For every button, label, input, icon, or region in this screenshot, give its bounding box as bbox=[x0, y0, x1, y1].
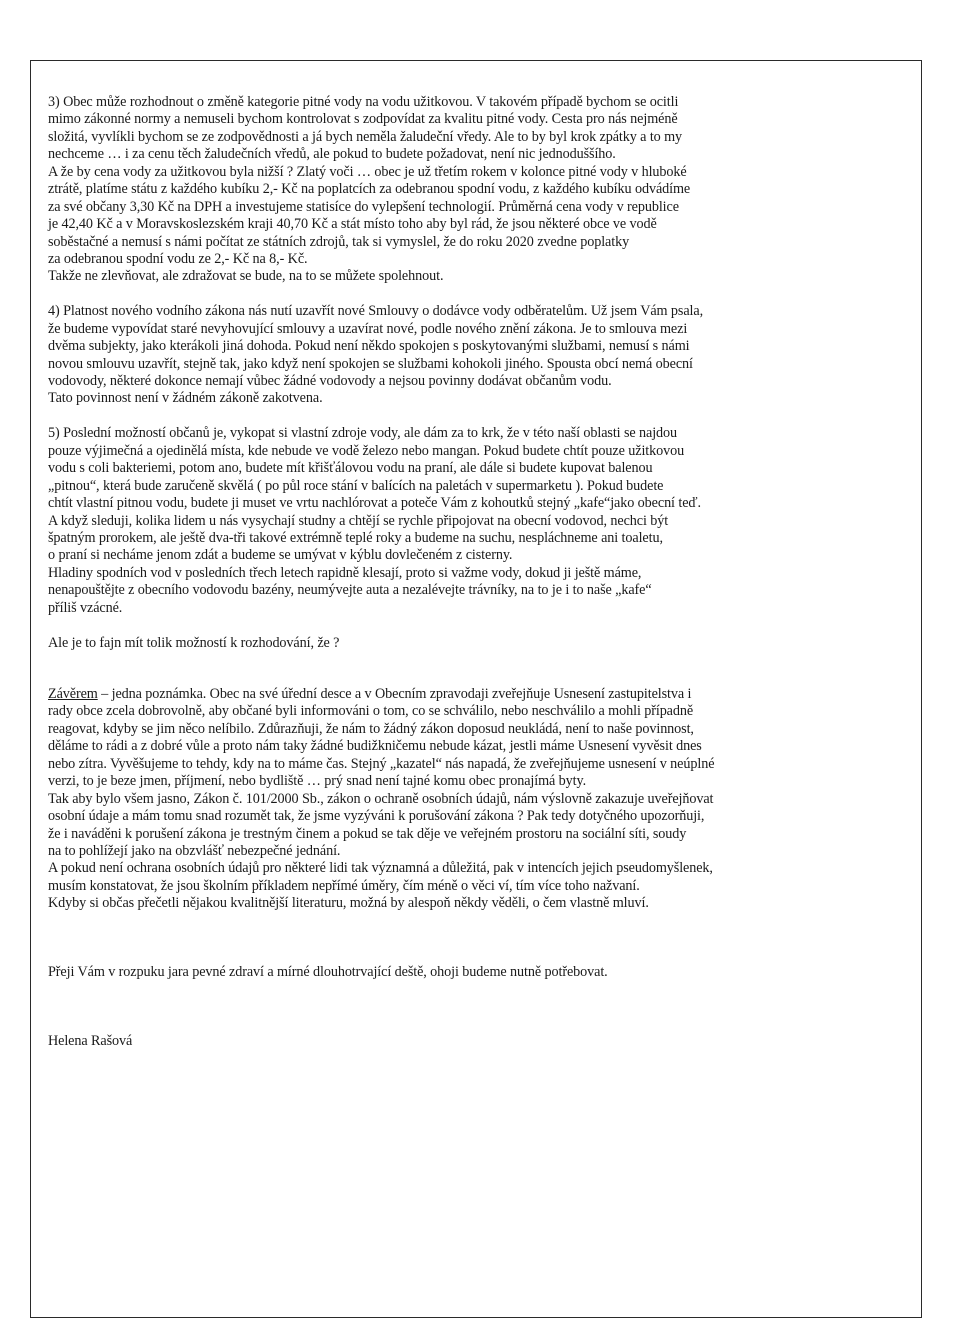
text-line: Hladiny spodních vod v posledních třech letech rapidně klesají, proto si važme vody, dokud ji ještě máme, bbox=[48, 564, 642, 581]
text-line: A když sleduji, kolika lidem u nás vysychají studny a chtějí se rychle připojovat na obecní vodovod, nechci být bbox=[48, 512, 669, 529]
text-line: vodu s coli bakteriemi, potom ano, budete mít křišťálovou vodu na praní, ale dále si budete kupovat balenou bbox=[48, 460, 653, 477]
conclusion-section bbox=[48, 686, 908, 913]
text-line: špatným prorokem, ale ještě dva-tři takové extrémně teplé roky a budeme na suchu, nespláchneme ani toaletu, bbox=[48, 529, 663, 546]
text-line: novou smlouvu uzavřít, stejně tak, jako když není spokojen se službami kohokoli jiného. Spousta obcí nemá obecní bbox=[48, 355, 693, 372]
closing-question: Ale je to fajn mít tolik možností k rozhodování, že ? bbox=[48, 634, 340, 651]
text-line: verzi, to je beze jmen, příjmení, nebo bydliště … prý snad není tajné komu obec pronajímá byty. bbox=[48, 773, 587, 790]
letter-body bbox=[48, 94, 908, 1050]
text-line: že budeme vypovídat staré nevyhovující smlouvy a uzavírat nové, podle nového znění zákona. Je to smlouva mezi bbox=[48, 320, 688, 337]
closing-wish: Přeji Vám v rozpuku jara pevné zdraví a mírné dlouhotrvající deště, ohoji budeme nutně potřebovat. bbox=[48, 964, 608, 981]
text-line: nechceme … i za cenu těch žaludečních vředů, ale pokud to budete požadovat, není nic jednoduššího. bbox=[48, 146, 616, 163]
text-line: reagovat, kdyby se jim něco nelíbilo. Zdůrazňuji, že nám to žádný zákon doposud neukládá, není to naše povinnost, bbox=[48, 720, 694, 737]
text-line: Takže ne zlevňovat, ale zdražovat se bude, na to se můžete spolehnout. bbox=[48, 268, 444, 285]
text-line: musím konstatovat, že jsou školním příkladem nepřímé úměry, čím méně o věci ví, tím více toho nažvaní. bbox=[48, 877, 640, 894]
text-line: příliš vzácné. bbox=[48, 599, 123, 616]
text-line: rady obce zcela dobrovolně, aby občané byli informováni o tom, co se schválilo, nebo neschválilo a mohli případně bbox=[48, 703, 694, 720]
text-line: je 42,40 Kč a v Moravskoslezském kraji 40,70 Kč a stát místo toho aby byl rád, že jsou některé obce ve vodě bbox=[48, 216, 657, 233]
text-line: chtít vlastní pitnou vodu, budete ji muset ve vrtu nachlórovat a poteče Vám z kohoutků stejný „kafe“jako obecní teď. bbox=[48, 495, 701, 512]
text-line: za odebranou spodní vodu ze 2,- Kč na 8,- Kč. bbox=[48, 250, 308, 267]
signature: Helena Rašová bbox=[48, 1033, 133, 1049]
text-line: Kdyby si občas přečetli nějakou kvalitnější literaturu, možná by alespoň někdy věděli, o čem vlastně mluví. bbox=[48, 895, 649, 912]
text-line: za své občany 3,30 Kč na DPH a investujeme statisíce do vylepšení technologií. Průměrná cena vody v republice bbox=[48, 198, 679, 215]
text-line: děláme to rádi a z dobré vůle a proto nám taky žádné budižkničemu nebude kázat, jestli máme Usnesení vyvěsit dnes bbox=[48, 738, 702, 755]
text-line: pouze výjimečná a ojedinělá místa, kde nebude ve vodě železo nebo mangan. Pokud budete chtít pouze užitkovou bbox=[48, 442, 685, 459]
text-line bbox=[48, 686, 908, 703]
conclusion-label: Závěrem bbox=[48, 686, 98, 702]
text-line: 4) Platnost nového vodního zákona nás nutí uzavřít nové Smlouvy o dodávce vody odběratelům. Už jsem Vám psala, bbox=[48, 303, 704, 320]
text-line: osobní údaje a mám tomu snad rozumět tak, že jsme vyzýváni k porušování zákona ? Pak tedy dotyčného upozorňuji, bbox=[48, 808, 705, 825]
text-line: 3) Obec může rozhodnout o změně kategorie pitné vody na vodu užitkovou. V takovém případě bychom se ocitli bbox=[48, 94, 679, 110]
text-line: „pitnou“, která bude zaručeně skvělá ( po půl roce stání v balících na paletách v supermarketu ). Pokud budete bbox=[48, 477, 664, 494]
text-line: A že by cena vody za užitkovou byla nižší ? Zlatý voči … obec je už třetím rokem v kolonce pitné vody v hluboké bbox=[48, 163, 687, 180]
text-line: Tak aby bylo všem jasno, Zákon č. 101/2000 Sb., zákon o ochraně osobních údajů, nám výslovně zakazuje uveřejňovat bbox=[48, 790, 714, 807]
text-line: že i naváděni k porušení zákona je trestným činem a pokud se tak děje ve veřejném prostoru na sociální síti, soudy bbox=[48, 825, 687, 842]
text-line: A pokud není ochrana osobních údajů pro některé lidi tak významná a důležitá, pak v intencích jejich pseudomyšlenek, bbox=[48, 860, 713, 877]
text-line: 5) Poslední možností občanů je, vykopat si vlastní zdroje vody, ale dám za to krk, že v této naší oblasti se najdou bbox=[48, 425, 678, 442]
section-5 bbox=[48, 425, 908, 617]
section-4 bbox=[48, 303, 908, 408]
conclusion-first-line: – jedna poznámka. Obec na své úřední desce a v Obecním zpravodaji zveřejňuje Usnesení zastupitelstva i bbox=[97, 686, 692, 702]
section-3 bbox=[48, 94, 908, 286]
text-line: ztrátě, platíme státu z každého kubíku 2,- Kč na poplatcích za odebranou spodní vodu, z každého kubíku odvádíme bbox=[48, 181, 691, 198]
text-line: o praní si necháme jenom zdát a budeme se umývat v kýblu dovlečeném z cisterny. bbox=[48, 547, 513, 564]
text-line: dvěma subjekty, jako kterákoli jiná dohoda. Pokud není někdo spokojen s poskytovanými službami, nemusí s námi bbox=[48, 338, 690, 355]
text-line: složitá, vyvlíkli bychom se ze zodpovědnosti a já bych neměla žaludeční vředy. Ale to by byl krok zpátky a to my bbox=[48, 128, 683, 145]
text-line: Tato povinnost není v žádném zákoně zakotvena. bbox=[48, 390, 323, 407]
text-line: nenapouštějte z obecního vodovodu bazény, neumývejte auta a nezalévejte trávníky, na to je i to naše „kafe“ bbox=[48, 582, 652, 599]
text-line: na to pohlížejí jako na obzvlášť nebezpečné jednání. bbox=[48, 842, 341, 859]
text-line: mimo zákonné normy a nemuseli bychom kontrolovat s zodpovídat za kvalitu pitné vody. Cesta pro nás nejméně bbox=[48, 111, 678, 128]
text-line: vodovody, některé dokonce nemají vůbec žádné vodovody a nejsou povinny dodávat občanům vodu. bbox=[48, 373, 612, 389]
text-line: nebo zítra. Vyvěšujeme to tehdy, kdy na to máme čas. Stejný „kazatel“ nás napadá, že zveřejňujeme usnesení v neúplné bbox=[48, 755, 715, 772]
text-line: soběstačné a nemusí s námi počítat ze státních zdrojů, tak si vymyslel, že do roku 2020 zvedne poplatky bbox=[48, 233, 630, 250]
